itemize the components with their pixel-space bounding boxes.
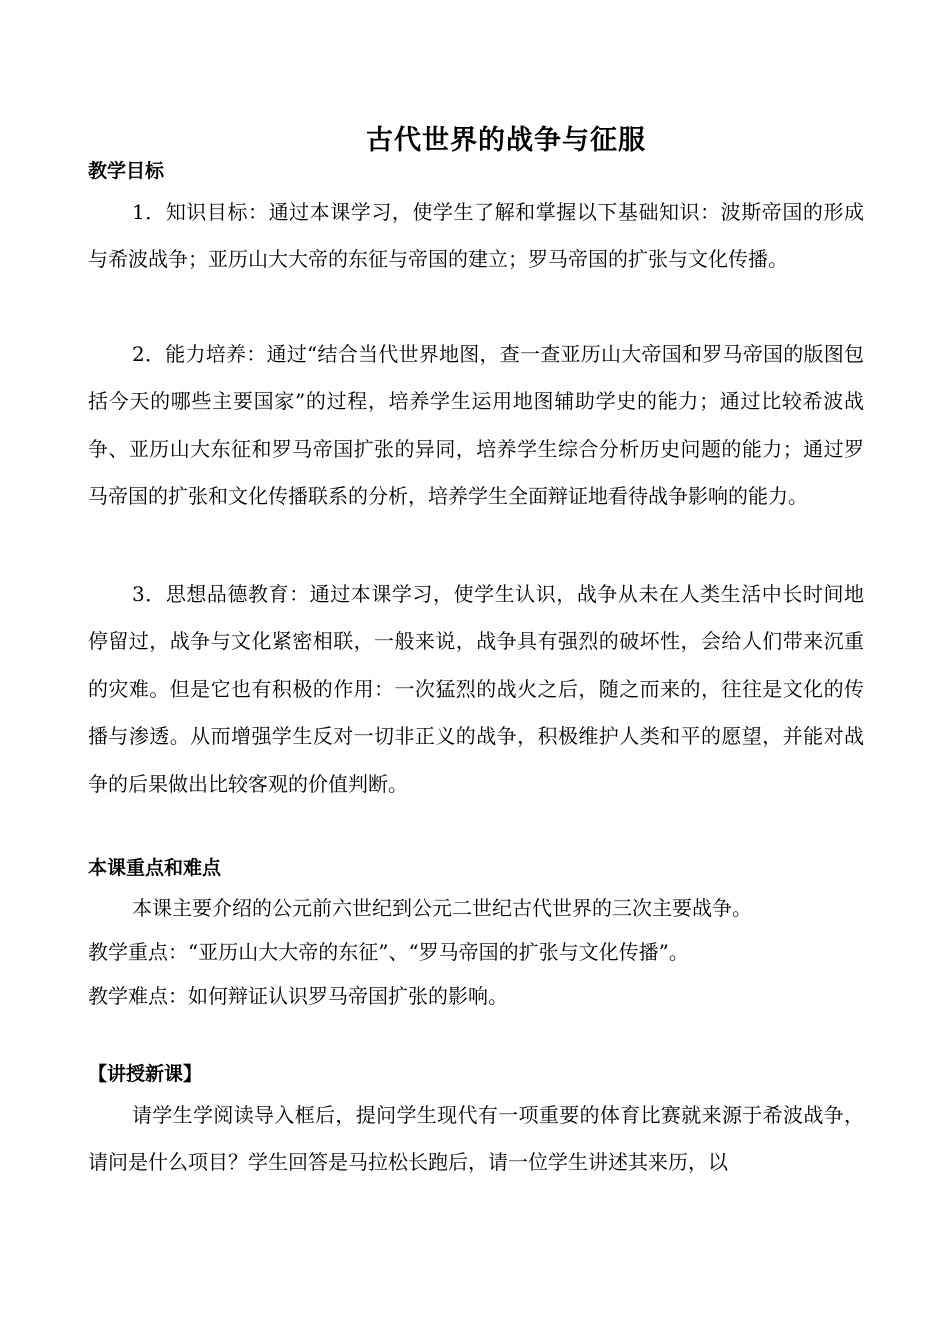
objective-moral-paragraph: 3．思想品德教育：通过本课学习，使学生认识，战争从未在人类生活中长时间地停留过，战争与文化紧密相联，一般来说，战争具有强烈的破坏性，会给人们带来沉重的灾难。但是它也有积极的作用：一次猛烈的战火之后，随之而来的，往往是文化的传播与渗透。从而增强学生反对一切非正义的战争，积极维护人类和平的愿望，并能对战争的后果做出比较客观的价值判断。 [88, 582, 864, 796]
teaching-difficulty: 教学难点：如何辩证认识罗马帝国扩张的影响。 [88, 984, 508, 1008]
new-lesson-paragraph: 请学生学阅读导入框后，提问学生现代有一项重要的体育比赛就来源于希波战争，请问是什么项目？学生回答是马拉松长跑后，请一位学生讲述其来历，以 [88, 1103, 864, 1175]
objectives-heading: 教学目标 [88, 160, 165, 182]
teaching-focus: 教学重点：“亚历山大大帝的东征”、“罗马帝国的扩张与文化传播”。 [88, 940, 689, 964]
document-title: 古代世界的战争与征服 [366, 125, 646, 156]
key-points-heading: 本课重点和难点 [88, 857, 222, 879]
new-lesson-heading: 【讲授新课】 [88, 1063, 203, 1085]
objective-knowledge-paragraph: 1．知识目标：通过本课学习，使学生了解和掌握以下基础知识：波斯帝国的形成与希波战争；亚历山大大帝的东征与帝国的建立；罗马帝国的扩张与文化传播。 [88, 200, 864, 272]
key-points-intro: 本课主要介绍的公元前六世纪到公元二世纪古代世界的三次主要战争。 [132, 896, 752, 920]
objective-ability-paragraph: 2．能力培养：通过“结合当代世界地图，查一查亚历山大帝国和罗马帝国的版图包括今天的哪些主要国家”的过程，培养学生运用地图辅助学史的能力；通过比较希波战争、亚历山大东征和罗马帝国扩张的异同，培养学生综合分析历史问题的能力；通过罗马帝国的扩张和文化传播联系的分析，培养学生全面辩证地看待战争影响的能力。 [88, 342, 864, 509]
